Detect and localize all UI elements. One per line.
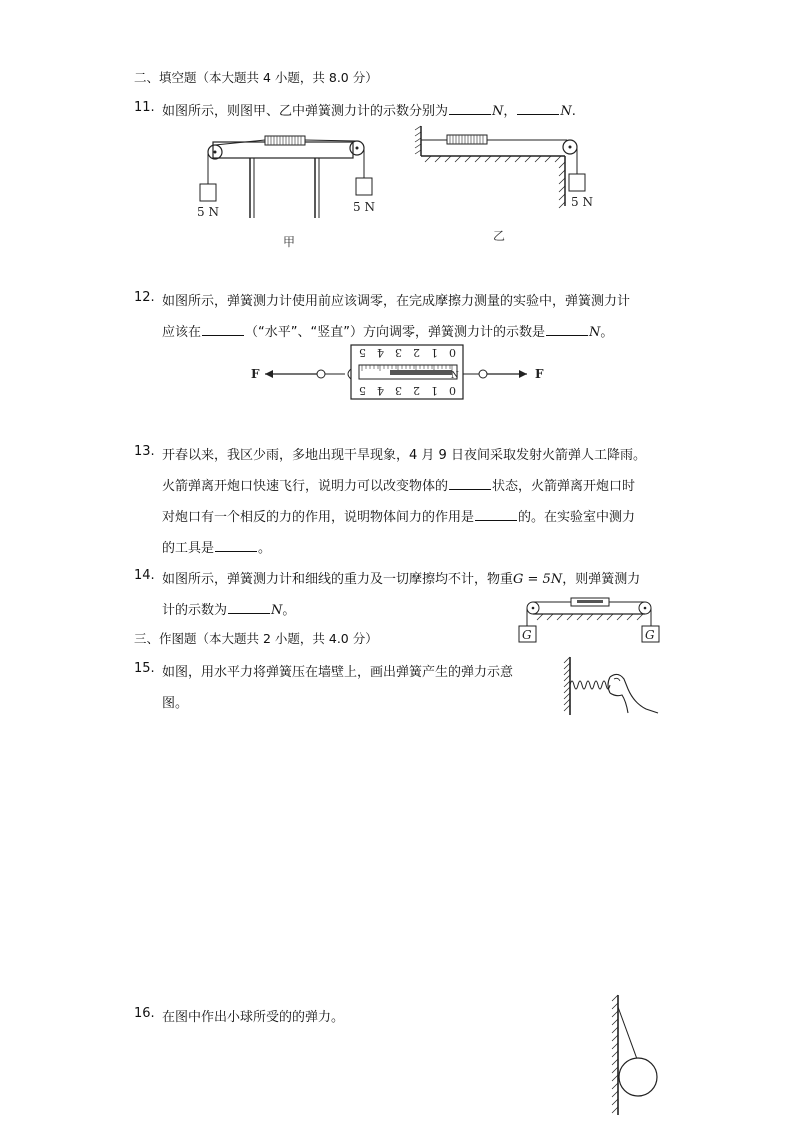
q13-line-4-b: 。 [258,541,272,556]
q12-unit: N [588,325,601,340]
yi-caption: 乙 [493,229,506,243]
q13-line-3-b: 的。在实验室中测力 [518,510,636,525]
q13-line-2-a: 火箭弹离开炮口快速飞行，说明力可以改变物体的 [162,479,449,494]
q13-line-2-b: 状态，火箭弹离开炮口时 [492,479,636,494]
q14-number: 14. [134,568,155,583]
section-3-header: 三、作图题（本大题共 2 小题，共 4.0 分） [134,631,378,646]
jia-caption: 甲 [283,235,296,249]
q12-number: 12. [134,290,155,305]
q12-figure-spring-scale [245,343,555,403]
q12-unit-mark: N [451,371,459,381]
q15-figure-wall-spring-hand [562,655,662,717]
q14-line-2-a: 计的示数为 [162,603,228,618]
q12-line-2-a: 应该在 [162,325,202,340]
q12-force-right: F [535,367,544,381]
q13-line-3-a: 对炮口有一个相反的力的作用，说明物体间力的作用是 [162,510,475,525]
yi-weight-label: 5 N [571,195,593,209]
q11-blank-1[interactable] [449,102,491,115]
q12-force-left: F [251,367,260,381]
q14-line-1-b: ，则弹簧测力 [562,572,641,587]
q11-number: 11. [134,100,155,115]
svg-text:4: 4 [377,346,384,359]
q13-blank-1[interactable] [449,477,491,490]
q14-left-weight-label: G [522,628,532,642]
svg-text:1: 1 [431,384,438,397]
q13-number: 13. [134,444,155,459]
svg-text:3: 3 [395,384,402,397]
q11-unit-2: N [560,104,572,119]
q14-right-weight-label: G [645,628,655,642]
q14-line-1-a: 如图所示，弹簧测力计和细线的重力及一切摩擦均不计，物重 [162,572,514,587]
q11-prompt: 如图所示，则图甲、乙中弹簧测力计的示数分别为 [162,104,449,119]
svg-text:4: 4 [377,384,384,397]
svg-text:5: 5 [359,346,366,359]
svg-text:3: 3 [395,346,402,359]
q11-text [162,100,576,119]
q11-separator: ， [503,104,517,119]
q11-figure-jia [195,128,385,253]
q13-blank-3[interactable] [215,539,257,552]
svg-text:1: 1 [431,346,438,359]
q11-figure-yi [415,126,595,251]
q13-line-4 [162,537,271,556]
q14-unit: N [271,603,283,618]
q12-blank-1[interactable] [202,323,244,336]
q16-line-1: 在图中作出小球所受的的弹力。 [162,1010,345,1025]
q16-figure-ball-on-wall [604,993,664,1119]
q14-formula: G = 5N [513,572,563,587]
q12-blank-2[interactable] [546,323,588,336]
svg-text:0: 0 [449,346,456,359]
q14-figure [515,594,665,646]
q11-blank-2[interactable] [517,102,559,115]
q13-line-3 [162,506,635,525]
q15-line-2: 图。 [162,696,189,711]
q12-line-1: 如图所示，弹簧测力计使用前应该调零，在完成摩擦力测量的实验中，弹簧测力计 [162,294,631,309]
q14-line-2 [162,599,295,618]
q11-unit-1: N [492,104,504,119]
q11-end: . [571,104,576,119]
q14-end: 。 [282,603,296,618]
jia-left-weight-label: 5 N [197,205,219,219]
q13-line-1: 开春以来，我区少雨，多地出现干旱现象，4 月 9 日夜间采取发射火箭弹人工降雨。 [162,448,646,463]
svg-text:2: 2 [413,346,420,359]
q16-number: 16. [134,1006,155,1021]
svg-text:0: 0 [449,384,456,397]
q12-end: 。 [600,325,614,340]
q14-blank[interactable] [228,601,270,614]
section-2-header: 二、填空题（本大题共 4 小题，共 8.0 分） [134,70,378,85]
svg-text:5: 5 [359,384,366,397]
q12-line-2-b: （“水平”、“竖直”）方向调零，弹簧测力计的示数是 [245,325,545,340]
svg-text:2: 2 [413,384,420,397]
q13-line-2 [162,475,635,494]
q12-line-2 [162,321,613,340]
q13-line-4-a: 的工具是 [162,541,215,556]
q15-line-1: 如图，用水平力将弹簧压在墙壁上，画出弹簧产生的弹力示意 [162,665,514,680]
q15-number: 15. [134,661,155,676]
q14-line-1 [162,568,640,587]
jia-right-weight-label: 5 N [353,200,375,214]
q13-blank-2[interactable] [475,508,517,521]
